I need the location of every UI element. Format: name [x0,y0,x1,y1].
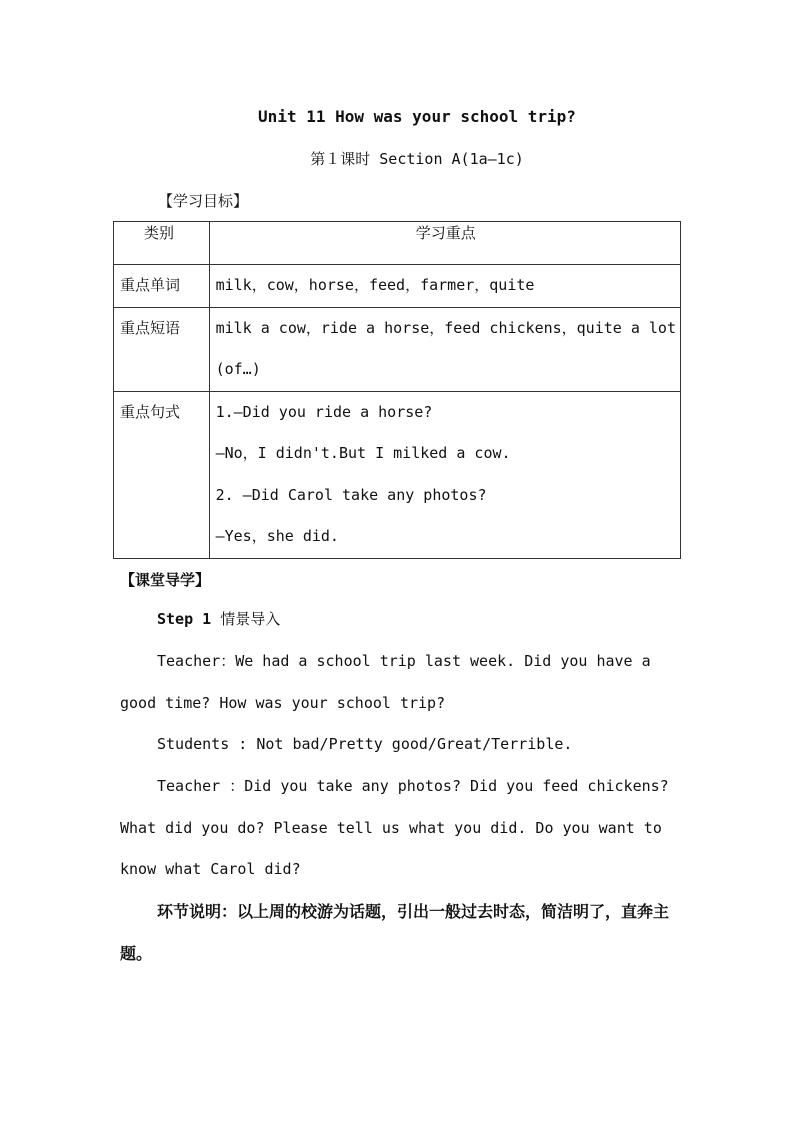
step-title: 情景导入 [211,610,281,628]
page-title: Unit 11 How was your school trip? [258,107,576,126]
learning-goals-heading: 【学习目标】 [158,192,249,210]
table-header-row [114,222,681,265]
step-heading [120,599,680,641]
row-category: 重点短语 [120,318,181,337]
class-guide-heading: 【课堂导学】 [120,571,211,589]
row-content-line: (of…) [215,360,261,378]
row-category: 重点句式 [120,402,181,421]
learning-goals-table [113,221,681,559]
table-row [114,391,681,558]
dialogue-paragraph: Students : Not bad/Pretty good/Great/Terrible. [157,735,573,753]
lesson-subtitle: 第１课时 Section A(1a—1c) [310,150,524,168]
row-content-line: 1.—Did you ride a horse? [215,402,433,421]
column-header-focus: 学习重点 [209,222,680,265]
step-label: Step 1 [157,610,212,628]
row-category: 重点单词 [120,276,181,294]
dialogue-paragraph: Teacher：We had a school trip last week. Did you have a good time? How was your school trip? [120,652,651,712]
dialogue-paragraph: Teacher ：Did you take any photos? Did you feed chickens? What did you do? Please tell us what you did. Do you want to know what Carol did? [120,777,669,878]
table-row [114,265,681,308]
row-content-line: —Yes，she did. [215,527,339,545]
section-note: 环节说明：以上周的校游为话题，引出一般过去时态，简洁明了，直奔主题。 [120,902,670,963]
table-row [114,307,681,391]
column-header-category: 类别 [114,222,210,265]
row-content-line: milk，cow，horse，feed，farmer，quite [215,276,535,294]
row-content-line: 2. —Did Carol take any photos? [215,485,487,504]
row-content-line: —No，I didn't.But I milked a cow. [215,444,511,462]
row-content-line: milk a cow，ride a horse，feed chickens，quite a lot [215,318,676,337]
